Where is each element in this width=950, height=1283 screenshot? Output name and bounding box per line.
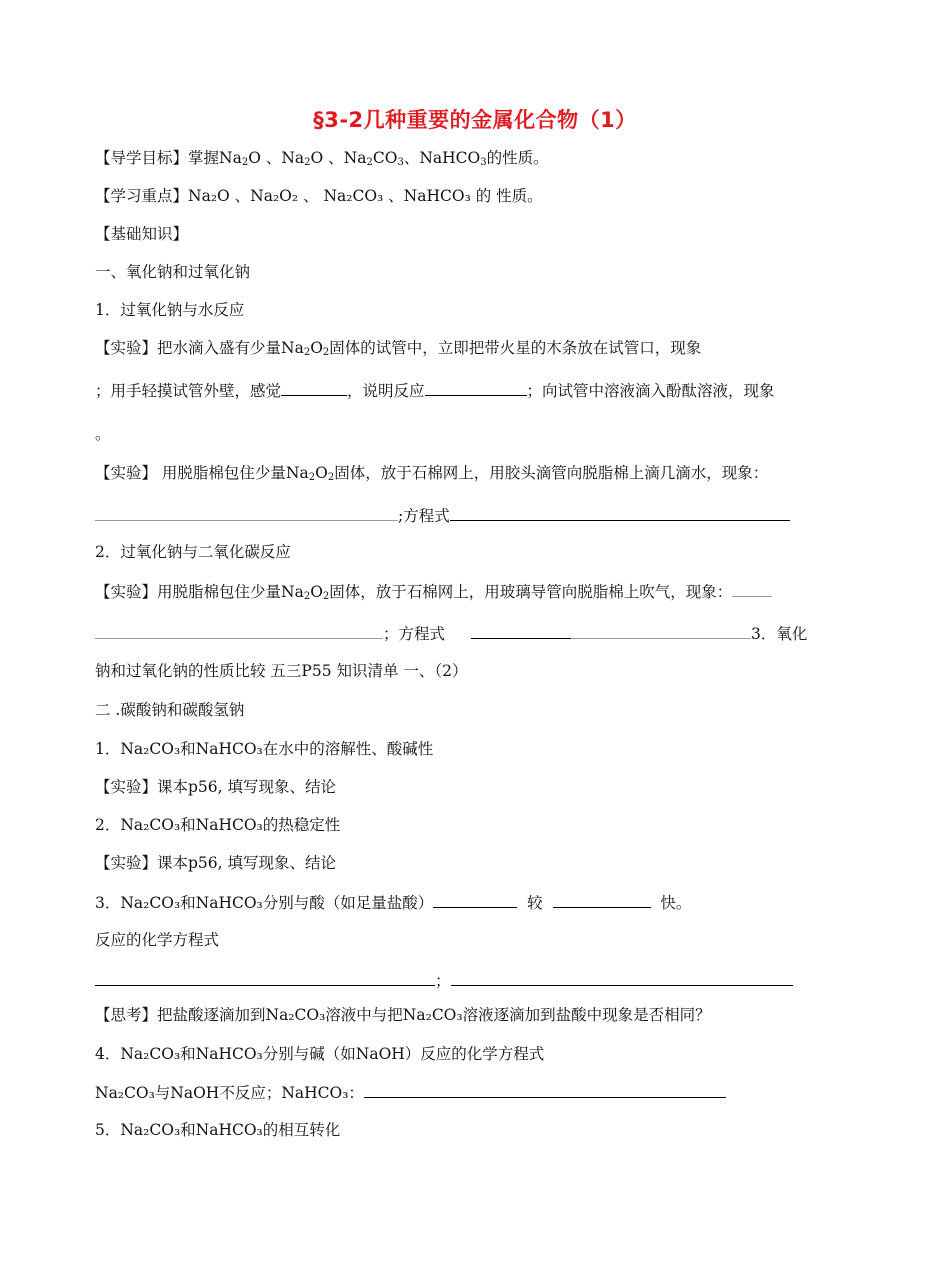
answer-blank-equation-2[interactable]	[450, 505, 790, 521]
section-1-heading: 一、氧化钠和过氧化钠	[95, 263, 251, 281]
experiment-2-line-2: ;方程式	[95, 505, 790, 526]
think-question: 【思考】把盐酸逐滴加到Na₂CO₃溶液中与把Na₂CO₃溶液逐滴加到盐酸中现象是否相同？	[95, 1006, 711, 1024]
section-2-2-heading: 2．Na₂CO₃和NaHCO₃的热稳定性	[95, 816, 341, 834]
section-2-5-heading: 5．Na₂CO₃和NaHCO₃的相互转化	[95, 1121, 341, 1139]
experiment-2-line-1: 【实验】 用脱脂棉包住少量$Na_2O_2$固体，放于石棉网上，用胶头滴管向脱脂棉上滴几滴水，现象：	[95, 464, 769, 483]
page-title: §3-2几种重要的金属化合物（1）	[313, 108, 637, 132]
section-1-2-heading: 2．过氧化钠与二氧化碳反应	[95, 543, 291, 561]
experiment-3-line-1: 【实验】用脱脂棉包住少量$Na_2O_2$固体，放于石棉网上，用玻璃导管向脱脂棉上吹气，现象：	[95, 581, 772, 602]
equation-blanks: ；	[95, 970, 793, 991]
section-2-1-heading: 1．Na₂CO₃和NaHCO₃在水中的溶解性、酸碱性	[95, 740, 434, 758]
equation-label: 反应的化学方程式	[95, 931, 220, 949]
answer-blank-equation-acid-2[interactable]	[451, 970, 793, 986]
answer-blank-equation-acid-1[interactable]	[95, 970, 435, 986]
experiment-1-line-2: ；用手轻摸试管外壁，感觉 ，说明反应 ；向试管中溶液滴入酚酞溶液，现象	[95, 382, 775, 400]
answer-blank-reaction[interactable]	[425, 380, 527, 396]
answer-blank-nahco3-naoh[interactable]	[364, 1082, 726, 1098]
basics-heading: 【基础知识】	[95, 225, 189, 243]
answer-blank-faster-a[interactable]	[433, 892, 517, 908]
section-1-1-heading: 1．过氧化钠与水反应	[95, 301, 245, 319]
experiment-4: 【实验】课本p56, 填写现象、结论	[95, 778, 337, 796]
naoh-reaction: Na₂CO₃与NaOH不反应；NaHCO₃：	[95, 1082, 726, 1103]
answer-blank-faster-b[interactable]	[553, 892, 651, 908]
learning-goal: 【导学目标】掌握$Na_2O$ 、$Na_2O$ 、$Na_2CO_3$、NaHCO$_3$的性质。	[95, 149, 549, 168]
section-2-heading: 二 .碳酸钠和碳酸氢钠	[95, 701, 245, 719]
experiment-1-line-3: 。	[95, 425, 111, 443]
answer-blank-phenomenon-3a[interactable]	[732, 581, 772, 597]
answer-blank-equation-3[interactable]	[471, 623, 571, 639]
answer-blank-phenomenon-3b[interactable]	[95, 623, 383, 639]
experiment-5: 【实验】课本p56, 填写现象、结论	[95, 854, 337, 872]
answer-blank-phenomenon-2[interactable]	[95, 505, 398, 521]
answer-blank-equation-3b[interactable]	[571, 623, 751, 639]
experiment-3-line-3: 钠和过氧化钠的性质比较 五三P55 知识清单 一、（2）	[95, 662, 468, 680]
section-2-4-heading: 4．Na₂CO₃和NaHCO₃分别与碱（如NaOH）反应的化学方程式	[95, 1045, 545, 1063]
answer-blank-feel[interactable]	[281, 380, 347, 396]
experiment-1-line-1: 【实验】把水滴入盛有少量$Na_2O_2$固体的试管中，立即把带火星的木条放在试管口，现象	[95, 339, 702, 358]
section-2-3-heading: 3．Na₂CO₃和NaHCO₃分别与酸（如足量盐酸） 较 快。	[95, 894, 692, 912]
experiment-3-line-2: ；方程式 3．氧化	[95, 623, 807, 644]
key-points: 【学习重点】Na₂O 、Na₂O₂ 、 Na₂CO₃ 、NaHCO₃ 的 性质。	[95, 187, 543, 205]
